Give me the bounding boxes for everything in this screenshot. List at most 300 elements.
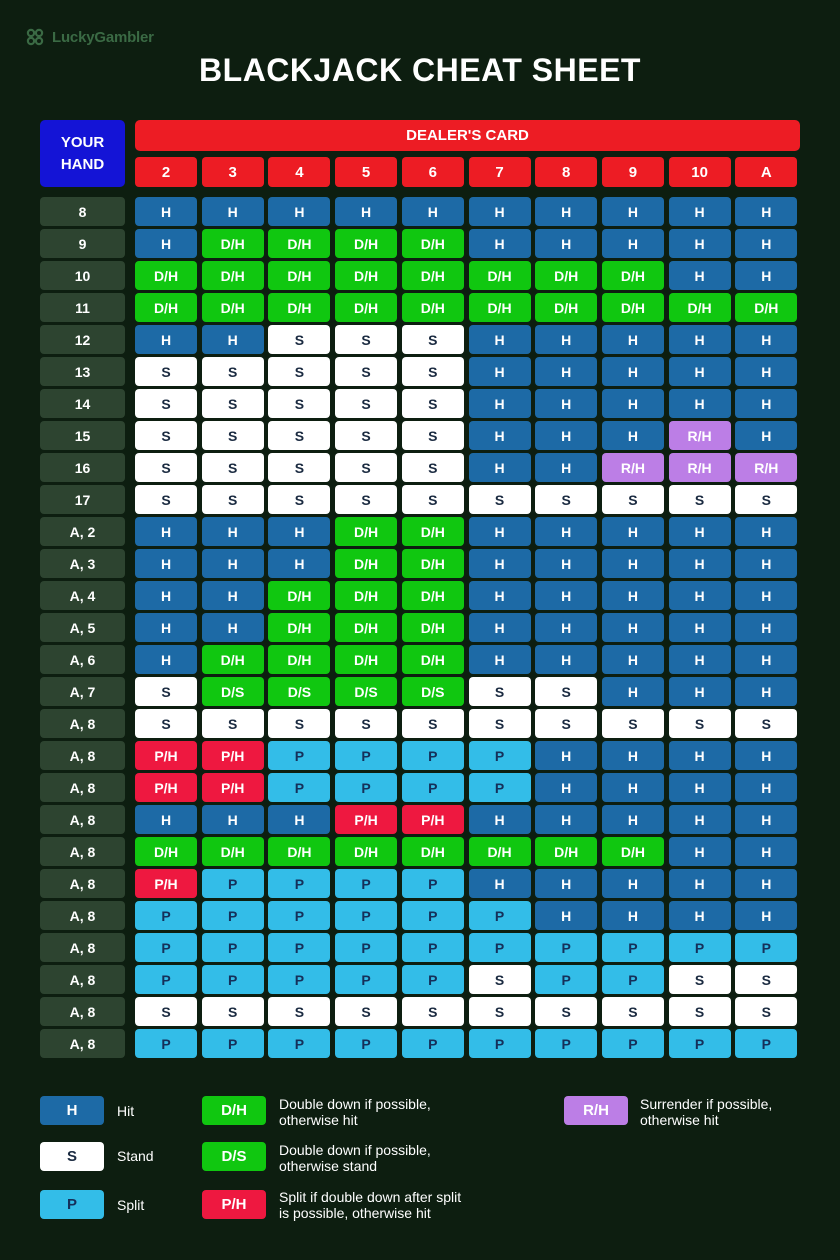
- hand-label: 10: [40, 261, 125, 290]
- action-cell: H: [735, 517, 797, 546]
- legend-chip-ph: P/H: [202, 1190, 266, 1219]
- action-cell: P: [202, 965, 264, 994]
- action-cell: H: [469, 229, 531, 258]
- action-cell: H: [402, 197, 464, 226]
- action-cell: D/H: [402, 229, 464, 258]
- legend-text-rh: [640, 1096, 772, 1128]
- action-cell: H: [735, 837, 797, 866]
- action-cell: H: [735, 325, 797, 354]
- action-cell: S: [268, 421, 330, 450]
- action-cell: P: [202, 869, 264, 898]
- legend-text-dh: [279, 1096, 431, 1128]
- action-cell: P/H: [202, 741, 264, 770]
- action-cell: H: [268, 197, 330, 226]
- action-cell: P: [402, 741, 464, 770]
- action-cell: S: [402, 709, 464, 738]
- action-cell: D/H: [268, 229, 330, 258]
- action-cell: H: [735, 357, 797, 386]
- legend-text-p: [117, 1197, 144, 1213]
- action-cell: H: [535, 357, 597, 386]
- action-cell: P: [602, 1029, 664, 1058]
- action-cell: D/S: [335, 677, 397, 706]
- action-cell: S: [335, 325, 397, 354]
- action-cell: P: [135, 1029, 197, 1058]
- action-cell: P: [669, 1029, 731, 1058]
- action-cell: R/H: [669, 421, 731, 450]
- action-cell: H: [669, 581, 731, 610]
- action-cell: H: [669, 677, 731, 706]
- action-cell: S: [469, 709, 531, 738]
- action-cell: P/H: [135, 741, 197, 770]
- action-cell: H: [602, 741, 664, 770]
- action-cell: H: [669, 517, 731, 546]
- action-cell: S: [469, 965, 531, 994]
- hand-label: A, 6: [40, 645, 125, 674]
- hand-label: A, 8: [40, 709, 125, 738]
- action-cell: H: [202, 581, 264, 610]
- action-cell: S: [202, 709, 264, 738]
- action-cell: D/H: [335, 261, 397, 290]
- action-cell: S: [602, 485, 664, 514]
- action-cell: D/H: [268, 645, 330, 674]
- action-cell: D/H: [268, 293, 330, 322]
- action-cell: S: [335, 453, 397, 482]
- action-cell: D/H: [335, 837, 397, 866]
- your-hand-line-1: YOUR: [60, 133, 105, 151]
- action-cell: D/H: [402, 581, 464, 610]
- dealer-card-a: A: [735, 157, 797, 187]
- action-cell: D/H: [602, 293, 664, 322]
- action-cell: H: [669, 261, 731, 290]
- hand-label: A, 7: [40, 677, 125, 706]
- action-cell: D/H: [402, 645, 464, 674]
- action-cell: D/H: [402, 261, 464, 290]
- action-cell: H: [135, 581, 197, 610]
- action-cell: H: [335, 197, 397, 226]
- action-cell: H: [669, 773, 731, 802]
- action-cell: H: [669, 805, 731, 834]
- action-cell: P: [402, 773, 464, 802]
- action-cell: H: [669, 613, 731, 642]
- hand-label: 9: [40, 229, 125, 258]
- action-cell: H: [469, 645, 531, 674]
- action-cell: P: [469, 773, 531, 802]
- action-cell: H: [535, 325, 597, 354]
- action-cell: S: [335, 485, 397, 514]
- legend-text-line: Double down if possible,: [279, 1142, 431, 1158]
- action-cell: D/H: [268, 581, 330, 610]
- hand-label: A, 8: [40, 805, 125, 834]
- clover-icon: [24, 26, 46, 48]
- hand-label: A, 8: [40, 901, 125, 930]
- action-cell: S: [335, 421, 397, 450]
- legend-text-line: Stand: [117, 1148, 154, 1164]
- action-cell: H: [602, 389, 664, 418]
- action-cell: D/H: [469, 293, 531, 322]
- action-cell: P: [402, 965, 464, 994]
- action-cell: S: [135, 709, 197, 738]
- action-cell: H: [535, 389, 597, 418]
- action-cell: H: [202, 325, 264, 354]
- legend-text-ds: [279, 1142, 431, 1174]
- action-cell: R/H: [669, 453, 731, 482]
- action-cell: H: [735, 421, 797, 450]
- action-cell: H: [535, 805, 597, 834]
- hand-label: 17: [40, 485, 125, 514]
- legend-text-line: Hit: [117, 1103, 135, 1119]
- action-cell: S: [135, 453, 197, 482]
- action-cell: D/H: [469, 837, 531, 866]
- your-hand-header: [40, 120, 125, 187]
- action-cell: H: [268, 549, 330, 578]
- action-cell: H: [469, 869, 531, 898]
- your-hand-line-2: HAND: [60, 155, 105, 173]
- action-cell: S: [735, 997, 797, 1026]
- action-cell: H: [735, 741, 797, 770]
- action-cell: S: [268, 485, 330, 514]
- action-cell: S: [402, 453, 464, 482]
- action-cell: H: [602, 805, 664, 834]
- action-cell: H: [202, 613, 264, 642]
- action-cell: S: [135, 677, 197, 706]
- action-cell: D/S: [268, 677, 330, 706]
- action-cell: H: [735, 677, 797, 706]
- action-cell: P: [268, 741, 330, 770]
- action-cell: D/S: [202, 677, 264, 706]
- action-cell: S: [335, 997, 397, 1026]
- action-cell: H: [602, 357, 664, 386]
- action-cell: D/H: [268, 261, 330, 290]
- legend-chip-ds: D/S: [202, 1142, 266, 1171]
- action-cell: H: [535, 549, 597, 578]
- action-cell: H: [669, 837, 731, 866]
- action-cell: S: [202, 485, 264, 514]
- action-cell: P/H: [202, 773, 264, 802]
- legend-text-line: Split: [117, 1197, 145, 1213]
- action-cell: H: [669, 325, 731, 354]
- dealer-card-4: 4: [268, 157, 330, 187]
- hand-label: A, 2: [40, 517, 125, 546]
- action-cell: S: [669, 997, 731, 1026]
- action-cell: S: [135, 389, 197, 418]
- dealer-card-10: 10: [669, 157, 731, 187]
- action-cell: S: [202, 421, 264, 450]
- action-cell: D/H: [335, 613, 397, 642]
- action-cell: P: [335, 933, 397, 962]
- legend-text-s: [117, 1148, 154, 1164]
- dealer-card-9: 9: [602, 157, 664, 187]
- action-cell: P: [469, 933, 531, 962]
- legend-chip-dh: D/H: [202, 1096, 266, 1125]
- action-cell: D/H: [335, 517, 397, 546]
- action-cell: H: [135, 645, 197, 674]
- action-cell: S: [202, 389, 264, 418]
- action-cell: S: [402, 997, 464, 1026]
- legend-text-line: otherwise hit: [279, 1112, 358, 1128]
- hand-label: A, 5: [40, 613, 125, 642]
- action-cell: D/H: [335, 293, 397, 322]
- hand-label: A, 8: [40, 869, 125, 898]
- action-cell: H: [669, 197, 731, 226]
- action-cell: P: [535, 965, 597, 994]
- action-cell: P: [535, 933, 597, 962]
- action-cell: S: [268, 709, 330, 738]
- action-cell: P: [335, 773, 397, 802]
- legend-text-line: is possible, otherwise hit: [279, 1205, 431, 1221]
- action-cell: P: [469, 741, 531, 770]
- legend-text-line: Split if double down after split: [279, 1189, 462, 1205]
- action-cell: H: [135, 549, 197, 578]
- action-cell: H: [602, 197, 664, 226]
- action-cell: S: [602, 709, 664, 738]
- action-cell: H: [535, 741, 597, 770]
- action-cell: H: [602, 517, 664, 546]
- action-cell: S: [669, 485, 731, 514]
- action-cell: D/H: [535, 293, 597, 322]
- action-cell: H: [535, 197, 597, 226]
- action-cell: H: [669, 549, 731, 578]
- action-cell: S: [535, 485, 597, 514]
- action-cell: S: [335, 709, 397, 738]
- action-cell: D/H: [335, 549, 397, 578]
- action-cell: D/S: [402, 677, 464, 706]
- action-cell: S: [268, 357, 330, 386]
- action-cell: H: [735, 901, 797, 930]
- action-cell: P: [268, 933, 330, 962]
- action-cell: P: [202, 933, 264, 962]
- action-cell: S: [469, 997, 531, 1026]
- action-cell: H: [535, 581, 597, 610]
- hand-label: A, 8: [40, 933, 125, 962]
- hand-label: A, 8: [40, 997, 125, 1026]
- action-cell: D/H: [402, 837, 464, 866]
- action-cell: S: [535, 677, 597, 706]
- action-cell: S: [268, 325, 330, 354]
- action-cell: H: [669, 869, 731, 898]
- action-cell: H: [135, 805, 197, 834]
- action-cell: D/H: [402, 293, 464, 322]
- action-cell: P/H: [135, 773, 197, 802]
- action-cell: D/H: [135, 837, 197, 866]
- action-cell: D/H: [202, 229, 264, 258]
- action-cell: H: [202, 805, 264, 834]
- action-cell: D/H: [202, 261, 264, 290]
- action-cell: H: [535, 901, 597, 930]
- action-cell: H: [602, 229, 664, 258]
- action-cell: H: [469, 421, 531, 450]
- action-cell: S: [669, 709, 731, 738]
- action-cell: P: [268, 901, 330, 930]
- action-cell: D/H: [335, 581, 397, 610]
- legend-text-h: [117, 1103, 134, 1119]
- action-cell: D/H: [402, 517, 464, 546]
- action-cell: H: [135, 325, 197, 354]
- action-cell: P/H: [402, 805, 464, 834]
- action-cell: H: [135, 197, 197, 226]
- action-cell: P: [135, 901, 197, 930]
- hand-label: 12: [40, 325, 125, 354]
- action-cell: P: [602, 933, 664, 962]
- hand-label: 11: [40, 293, 125, 322]
- action-cell: P/H: [135, 869, 197, 898]
- action-cell: H: [469, 357, 531, 386]
- action-cell: S: [135, 485, 197, 514]
- dealer-card-7: 7: [469, 157, 531, 187]
- action-cell: H: [469, 197, 531, 226]
- action-cell: P: [135, 933, 197, 962]
- action-cell: H: [669, 389, 731, 418]
- legend-text-line: Double down if possible,: [279, 1096, 431, 1112]
- action-cell: H: [535, 229, 597, 258]
- action-cell: D/H: [135, 293, 197, 322]
- action-cell: H: [735, 197, 797, 226]
- action-cell: P: [402, 1029, 464, 1058]
- action-cell: H: [735, 869, 797, 898]
- action-cell: P: [735, 933, 797, 962]
- action-cell: S: [469, 677, 531, 706]
- action-cell: P: [335, 901, 397, 930]
- dealer-card-8: 8: [535, 157, 597, 187]
- action-cell: P: [335, 965, 397, 994]
- action-cell: S: [735, 709, 797, 738]
- page-title: BLACKJACK CHEAT SHEET: [199, 52, 641, 88]
- hand-label: A, 8: [40, 965, 125, 994]
- dealer-card-3: 3: [202, 157, 264, 187]
- action-cell: H: [469, 325, 531, 354]
- action-cell: D/H: [602, 261, 664, 290]
- action-cell: H: [535, 645, 597, 674]
- action-cell: S: [402, 421, 464, 450]
- action-cell: D/H: [735, 293, 797, 322]
- action-cell: S: [535, 997, 597, 1026]
- action-cell: P: [535, 1029, 597, 1058]
- legend-text-ph: [279, 1189, 461, 1221]
- action-cell: P: [402, 901, 464, 930]
- action-cell: D/H: [535, 261, 597, 290]
- action-cell: P: [202, 901, 264, 930]
- action-cell: H: [602, 581, 664, 610]
- brand-name: LuckyGambler: [52, 28, 154, 46]
- action-cell: H: [735, 549, 797, 578]
- hand-label: A, 8: [40, 741, 125, 770]
- action-cell: S: [469, 485, 531, 514]
- action-cell: S: [268, 389, 330, 418]
- legend-chip-h: H: [40, 1096, 104, 1125]
- action-cell: H: [469, 517, 531, 546]
- action-cell: S: [335, 357, 397, 386]
- action-cell: P: [268, 773, 330, 802]
- action-cell: D/H: [402, 549, 464, 578]
- action-cell: P: [735, 1029, 797, 1058]
- action-cell: D/H: [202, 645, 264, 674]
- action-cell: H: [735, 229, 797, 258]
- action-cell: S: [402, 357, 464, 386]
- action-cell: D/H: [602, 837, 664, 866]
- hand-label: 16: [40, 453, 125, 482]
- action-cell: S: [535, 709, 597, 738]
- dealer-card-5: 5: [335, 157, 397, 187]
- action-cell: S: [202, 357, 264, 386]
- action-cell: S: [202, 997, 264, 1026]
- action-cell: H: [469, 389, 531, 418]
- hand-label: A, 8: [40, 773, 125, 802]
- action-cell: S: [402, 325, 464, 354]
- action-cell: D/H: [669, 293, 731, 322]
- action-cell: S: [735, 965, 797, 994]
- action-cell: D/H: [335, 229, 397, 258]
- action-cell: H: [268, 517, 330, 546]
- action-cell: H: [469, 613, 531, 642]
- action-cell: H: [735, 773, 797, 802]
- legend-chip-p: P: [40, 1190, 104, 1219]
- action-cell: H: [202, 517, 264, 546]
- action-cell: H: [669, 645, 731, 674]
- dealer-card-6: 6: [402, 157, 464, 187]
- action-cell: D/H: [535, 837, 597, 866]
- action-cell: H: [469, 581, 531, 610]
- action-cell: D/H: [202, 293, 264, 322]
- action-cell: S: [202, 453, 264, 482]
- action-cell: P: [669, 933, 731, 962]
- action-cell: P: [202, 1029, 264, 1058]
- action-cell: H: [735, 581, 797, 610]
- action-cell: H: [469, 453, 531, 482]
- action-cell: H: [669, 357, 731, 386]
- action-cell: D/H: [268, 837, 330, 866]
- action-cell: H: [268, 805, 330, 834]
- hand-label: 8: [40, 197, 125, 226]
- action-cell: D/H: [268, 613, 330, 642]
- action-cell: H: [202, 549, 264, 578]
- legend-text-line: otherwise stand: [279, 1158, 378, 1174]
- action-cell: H: [735, 645, 797, 674]
- action-cell: H: [535, 773, 597, 802]
- legend-text-line: Surrender if possible,: [640, 1096, 773, 1112]
- action-cell: H: [535, 517, 597, 546]
- action-cell: D/H: [335, 645, 397, 674]
- action-cell: P: [135, 965, 197, 994]
- action-cell: S: [268, 453, 330, 482]
- action-cell: S: [402, 485, 464, 514]
- action-cell: P/H: [335, 805, 397, 834]
- action-cell: P: [469, 1029, 531, 1058]
- action-cell: H: [469, 549, 531, 578]
- action-cell: H: [602, 549, 664, 578]
- action-cell: D/H: [202, 837, 264, 866]
- brand-logo: [24, 24, 154, 50]
- action-cell: P: [402, 933, 464, 962]
- action-cell: S: [135, 357, 197, 386]
- hand-label: A, 3: [40, 549, 125, 578]
- hand-label: A, 8: [40, 837, 125, 866]
- action-cell: H: [535, 421, 597, 450]
- action-cell: H: [535, 453, 597, 482]
- action-cell: H: [202, 197, 264, 226]
- action-cell: S: [135, 997, 197, 1026]
- action-cell: S: [602, 997, 664, 1026]
- action-cell: S: [335, 389, 397, 418]
- action-cell: S: [268, 997, 330, 1026]
- action-cell: H: [602, 773, 664, 802]
- hand-label: A, 8: [40, 1029, 125, 1058]
- action-cell: P: [335, 869, 397, 898]
- action-cell: P: [602, 965, 664, 994]
- action-cell: P: [469, 901, 531, 930]
- action-cell: H: [735, 805, 797, 834]
- action-cell: D/H: [135, 261, 197, 290]
- action-cell: H: [735, 389, 797, 418]
- action-cell: P: [268, 869, 330, 898]
